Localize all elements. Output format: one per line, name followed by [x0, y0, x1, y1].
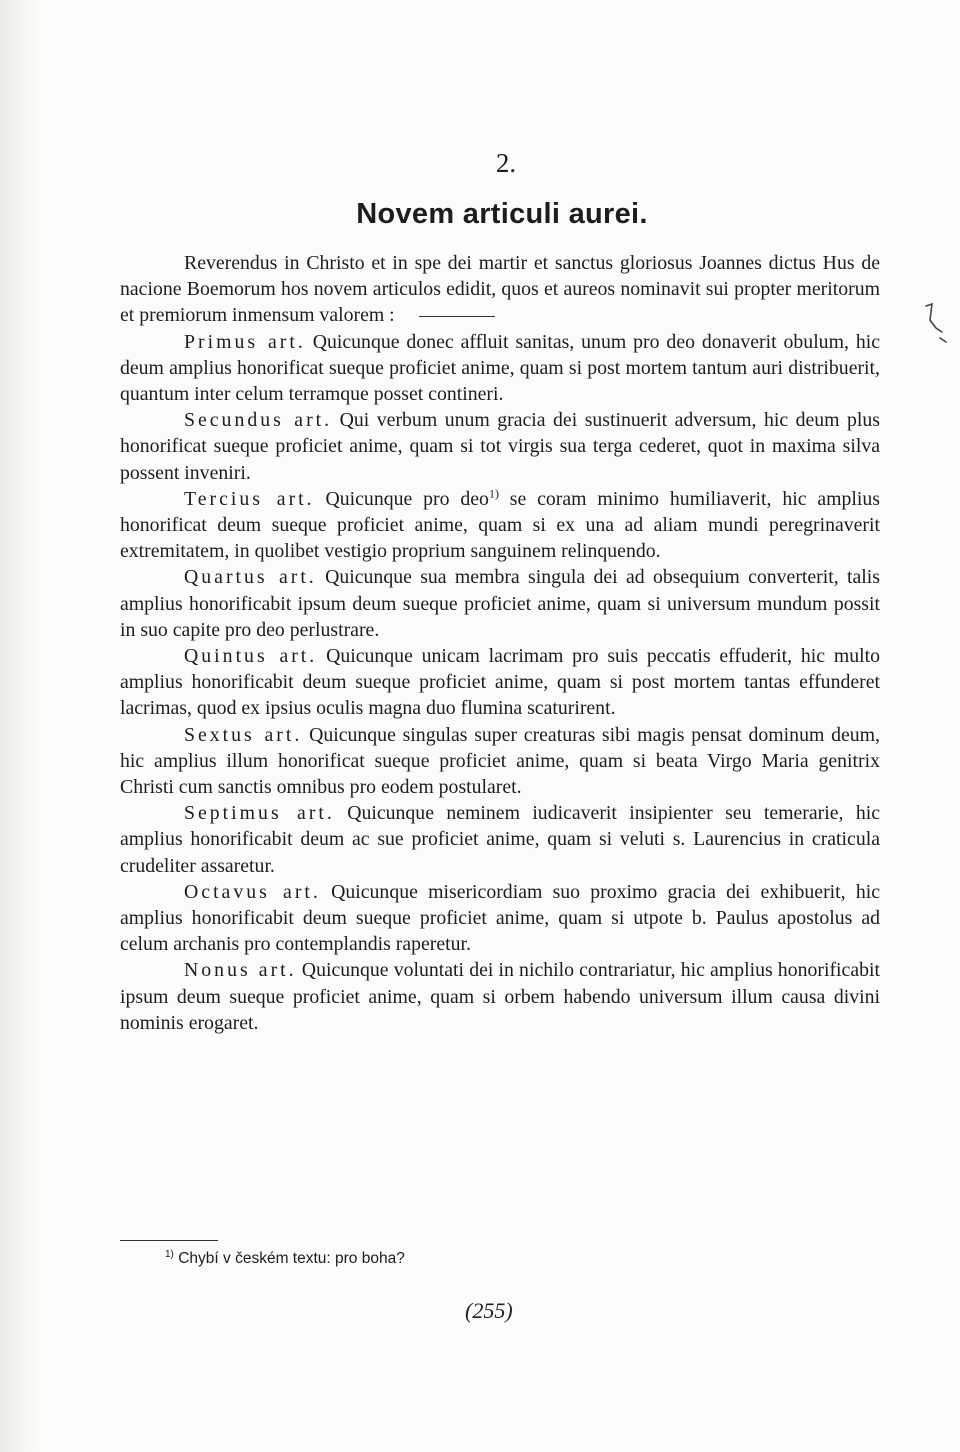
article-text: Quicunque singulas super creaturas sibi magis pensat dominum deum, hic amplius illum honorificat sueque proficiet anime, quam si beata Virgo Maria genitrix Christi cum sanctis omnibus pro eodem postularet.	[120, 723, 880, 799]
article-paragraph	[120, 879, 880, 958]
footnote	[165, 1244, 405, 1270]
article-paragraph	[120, 643, 880, 722]
article-paragraph	[120, 329, 880, 408]
article-label: Septimus art.	[184, 802, 335, 825]
article-label: Sextus art.	[184, 723, 303, 746]
article-text: Quicunque sua membra singula dei ad obsequium converterit, talis amplius honorificabit ipsum deum sueque proficiet anime, quam si universum mundum possit in suo capite pro deo perlustrare.	[120, 566, 880, 641]
article-label: Secundus art.	[184, 409, 333, 432]
article-paragraph	[120, 486, 880, 565]
article-paragraph	[120, 800, 880, 879]
intro-paragraph	[120, 250, 880, 329]
article-text: Quicunque unicam lacrimam pro suis peccatis effuderit, hic multo amplius honorificabit deum sueque proficiet anime, quam si post mortem tantas effunderet lacrimas, quod ex ipsius oculis magna duo flumina scaturirent.	[120, 645, 880, 720]
footnote-divider	[120, 1240, 218, 1241]
article-paragraph	[120, 957, 880, 1036]
article-label: Octavus art.	[184, 880, 321, 903]
article-paragraph	[120, 564, 880, 643]
article-label: Nonus art.	[184, 959, 297, 982]
article-text: Quicunque voluntati dei in nichilo contrariatur, hic amplius honorificabit ipsum deum sueque proficiet anime, quam si orbem habendo universum illum causa divini nominis erogaret.	[120, 959, 880, 1034]
article-text: Quicunque misericordiam suo proximo gracia dei exhibuerit, hic amplius honorificabit deum sueque proficiet anime, quam si utpote b. Paulus apostolus ad celum archanis pro contemplandis raperetur.	[120, 880, 881, 956]
article-paragraph	[120, 407, 880, 486]
article-label: Quartus art.	[184, 566, 317, 589]
body-text	[120, 250, 880, 1036]
article-text: Quicunque pro deo	[325, 487, 489, 510]
article-paragraph	[120, 722, 880, 801]
article-label: Quintus art.	[184, 645, 318, 668]
footnote-reference[interactable]: 1)	[488, 486, 499, 501]
article-text: Quicunque neminem iudicaverit insipienter seu temerarie, hic amplius honorificabit deum ac sue proficiet anime, quam si veluti s. Laurencius in craticula crudeliter assaretur.	[120, 802, 880, 877]
section-number: 2.	[495, 148, 517, 178]
folio-number: (255)	[465, 1298, 513, 1323]
footnote-text: Chybí v českém textu: pro boha?	[178, 1250, 405, 1268]
article-label: Tercius art.	[184, 487, 315, 510]
document-title: Novem articuli aurei.	[356, 198, 648, 230]
intro-text: Reverendus in Christo et in spe dei martir et sanctus gloriosus Joannes dictus Hus de nacione Boemorum hos novem articulos edidit, quos et aureos nominavit sui propter meritorum et premiorum inmensum valorem :	[120, 252, 880, 327]
inline-rule	[419, 316, 495, 317]
margin-pencil-mark-icon	[922, 298, 952, 348]
article-label: Primus art.	[184, 330, 306, 353]
article-text: Quicunque donec affluit sanitas, unum pro deo donaverit obulum, hic deum amplius honorificat sueque proficiet anime, quam si post mortem tantum auri distribuerit, quantum inter celum terramque posset contineri.	[120, 330, 880, 406]
article-text: se coram minimo humiliaverit, hic amplius honorificat deum sueque proficiet anime, quam si ex una ad aliam mundi peregrinaverit extremitatem, in quolibet vestigio proprium sanguinem relinquendo.	[120, 487, 880, 563]
article-text: Qui verbum unum gracia dei sustinuerit adversum, hic deum plus honorificat sueque proficiet anime, quam si tot virgis sua terga cederet, quot in maxima silva possent inveniri.	[120, 409, 881, 484]
footnote-marker: 1)	[165, 1249, 174, 1260]
